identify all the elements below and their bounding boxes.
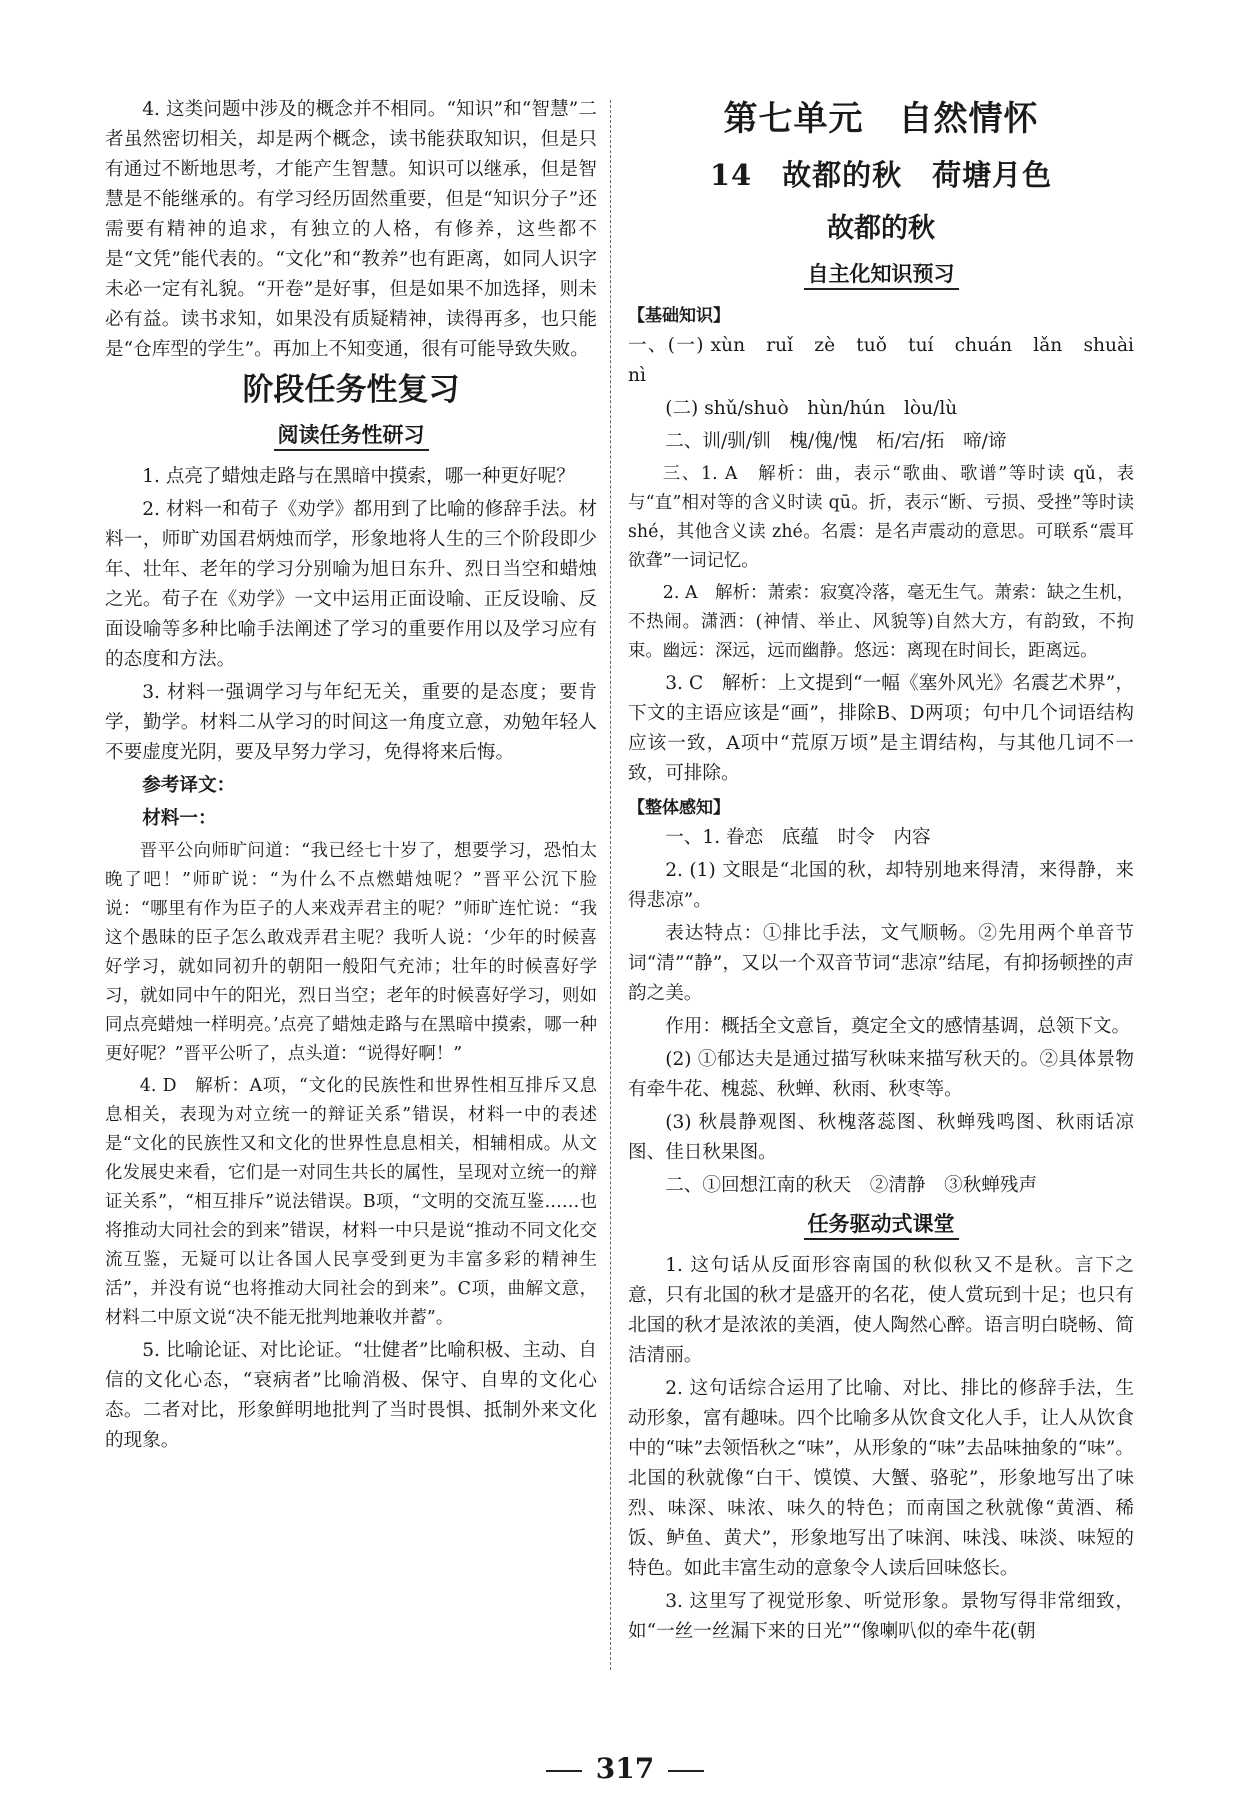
- basic-2: (二) shǔ/shuò hùn/hún lòu/lù: [665, 398, 958, 419]
- basic-6: 3. C 解析：上文提到“一幅《塞外风光》名震艺术界”，下文的主语应该是“画”，排除B、D两项；句中几个词语结构应该一致，A项中“荒原万顷”是主谓结构，与其他几词不一致，可排除。: [628, 673, 1134, 784]
- page-number: 317: [0, 1752, 1250, 1785]
- basic-4: 三、1. A 解析：曲，表示“歌曲、歌谱”等时读 qǔ，表与“直”相对等的含义时读 qū。折，表示“断、亏损、受挫”等时读 shé，其他含义读 zhé。名震：是名声震动的意思。可联系“震耳欲聋”一词记忆。: [628, 464, 1134, 571]
- reference-translation-label: 参考译文：: [142, 775, 236, 796]
- basic-3: 二、训/驯/钏 槐/傀/愧 柘/宕/拓 啼/谛: [665, 431, 1007, 452]
- overall-5: (2) ①郁达夫是通过描写秋味来描写秋天的。②具体景物有牵牛花、槐蕊、秋蝉、秋雨、秋枣等。: [628, 1049, 1134, 1100]
- translation-text: 晋平公向师旷问道：“我已经七十岁了，想要学习，恐怕太晚了吧！”师旷说：“为什么不点燃蜡烛呢？”晋平公沉下脸说：“哪里有作为臣子的人来戏弄君主的呢？”师旷连忙说：“我这个愚昧的臣子怎么敢戏弄君主呢？我听人说：‘少年的时候喜好学习，就如同初升的朝阳一般阳气充沛；壮年的时候喜好学习，就如同中午的阳光，烈日当空；老年的时候喜好学习，则如同点亮蜡烛一样明亮。’点亮了蜡烛走路与在黑暗中摸索，哪一种更好呢？”晋平公听了，点头道：“说得好啊！”: [105, 841, 597, 1064]
- lesson-title: 14 故都的秋 荷塘月色: [709, 158, 1053, 192]
- overall-tag: 【整体感知】: [628, 798, 730, 818]
- answer-5: 5. 比喻论证、对比论证。“壮健者”比喻积极、主动、自信的文化心态，“衰病者”比喻消极、保守、自卑的文化心态。二者对比，形象鲜明地批判了当时畏惧、抵制外来文化的现象。: [105, 1340, 597, 1451]
- answer-1: 1. 点亮了蜡烛走路与在黑暗中摸索，哪一种更好呢？: [142, 466, 575, 487]
- answer-4: 4. D 解析：A项，“文化的民族性和世界性相互排斥又息息相关，表现为对立统一的辩证关系”错误，材料一中的表述是“文化的民族性又和文化的世界性息息相关，相辅相成。从文化发展史来看，它们是一对同生共长的属性，呈现对立统一的辩证关系”，“相互排斥”说法错误。B项，“文明的交流互鉴……也将推动大同社会的到来”错误，材料一中只是说“推动不同文化交流互鉴，无疑可以让各国人民享受到更为丰富多彩的精神生活”，并没有说“也将推动大同社会的到来”。C项，曲解文意，材料二中原文说“决不能无批判地兼收并蓄”。: [105, 1076, 597, 1328]
- overall-2: 2. (1) 文眼是“北国的秋，却特别地来得清，来得静，来得悲凉”。: [628, 860, 1134, 911]
- overall-7: 二、①回想江南的秋天 ②清静 ③秋蝉残声: [665, 1175, 1038, 1196]
- right-column: [628, 95, 1153, 1650]
- unit-title: 第七单元 自然情怀: [723, 99, 1039, 139]
- overall-4: 作用：概括全文意旨，奠定全文的感情基调，总领下文。: [665, 1016, 1131, 1037]
- basic-1: 一、(一) xùn ruǐ zè tuǒ tuí chuán lǎn shuài nì: [628, 335, 1153, 386]
- column-divider: [610, 100, 611, 1670]
- basic-knowledge-tag: 【基础知识】: [628, 306, 730, 326]
- answer-4-top: 4. 这类问题中涉及的概念并不相同。“知识”和“智慧”二者虽然密切相关，却是两个概念，读书能获取知识，但是只有通过不断地思考，才能产生智慧。知识可以继承，但是智慧是不能继承的。有学习经历固然重要，但是“知识分子”还需要有精神的追求，有独立的人格，有修养，这些都不是“文凭”能代表的。“文化”和“教养”也有距离，如同人识字未必一定有礼貌。“开卷”是好事，但是如果不加选择，则未必有益。读书求知，如果没有质疑精神，读得再多，也只能是“仓库型的学生”。再加上不知变通，很有可能导致失败。: [105, 99, 597, 360]
- text-title: 故都的秋: [827, 213, 935, 244]
- task-3: 3. 这里写了视觉形象、听觉形象。景物写得非常细致，如“一丝一丝漏下来的日光”“像喇叭似的牵牛花(朝: [628, 1591, 1134, 1642]
- overall-3: 表达特点：①排比手法，文气顺畅。②先用两个单音节词“清”“静”，又以一个双音节词“悲凉”结尾，有抑扬顿挫的声韵之美。: [628, 923, 1134, 1004]
- basic-5: 2. A 解析：萧索：寂寞冷落，毫无生气。萧索：缺之生机，不热闹。潇洒：(神情、举止、风貌等)自然大方，有韵致，不拘束。幽远：深远，远而幽静。悠远：离现在时间长，距离远。: [628, 583, 1134, 661]
- overall-6: (3) 秋晨静观图、秋槐落蕊图、秋蝉残鸣图、秋雨话凉图、佳日秋果图。: [628, 1112, 1134, 1163]
- answer-2: 2. 材料一和荀子《劝学》都用到了比喻的修辞手法。材料一，师旷劝国君炳烛而学，形象地将人生的三个阶段即少年、壮年、老年的学习分别喻为旭日东升、烈日当空和蜡烛之光。荀子在《劝学》一文中运用正面设喻、正反设喻、反面设喻等多种比喻手法阐述了学习的重要作用以及学习应有的态度和方法。: [105, 499, 597, 670]
- left-column: [105, 95, 597, 1459]
- section-heading-task: 任务驱动式课堂: [628, 1209, 1134, 1241]
- section-heading-reading: 阅读任务性研习: [105, 420, 597, 452]
- task-1: 1. 这句话从反面形容南国的秋似秋又不是秋。言下之意，只有北国的秋才是盛开的名花，使人赏玩到十足；也只有北国的秋才是浓浓的美酒，使人陶然心醉。语言明白晓畅、简洁清丽。: [628, 1255, 1134, 1366]
- review-heading: 阶段任务性复习: [242, 372, 460, 408]
- answer-3: 3. 材料一强调学习与年纪无关，重要的是态度；要肯学，勤学。材料二从学习的时间这一角度立意，劝勉年轻人不要虚度光阴，要及早努力学习，免得将来后悔。: [105, 682, 597, 763]
- task-2: 2. 这句话综合运用了比喻、对比、排比的修辞手法，生动形象，富有趣味。四个比喻多从饮食文化人手，让人从饮食中的“味”去领悟秋之“味”，从形象的“味”去品味抽象的“味”。北国的秋就像“白干、馍馍、大蟹、骆驼”，形象地写出了味烈、味深、味浓、味久的特色；而南国之秋就像“黄酒、稀饭、鲈鱼、黄犬”，形象地写出了味润、味浅、味淡、味短的特色。如此丰富生动的意象令人读后回味悠长。: [628, 1378, 1134, 1579]
- overall-1: 一、1. 眷恋 底蕴 时令 内容: [665, 827, 931, 848]
- section-heading-preview: 自主化知识预习: [628, 259, 1134, 291]
- material-1-label: 材料一：: [142, 808, 217, 829]
